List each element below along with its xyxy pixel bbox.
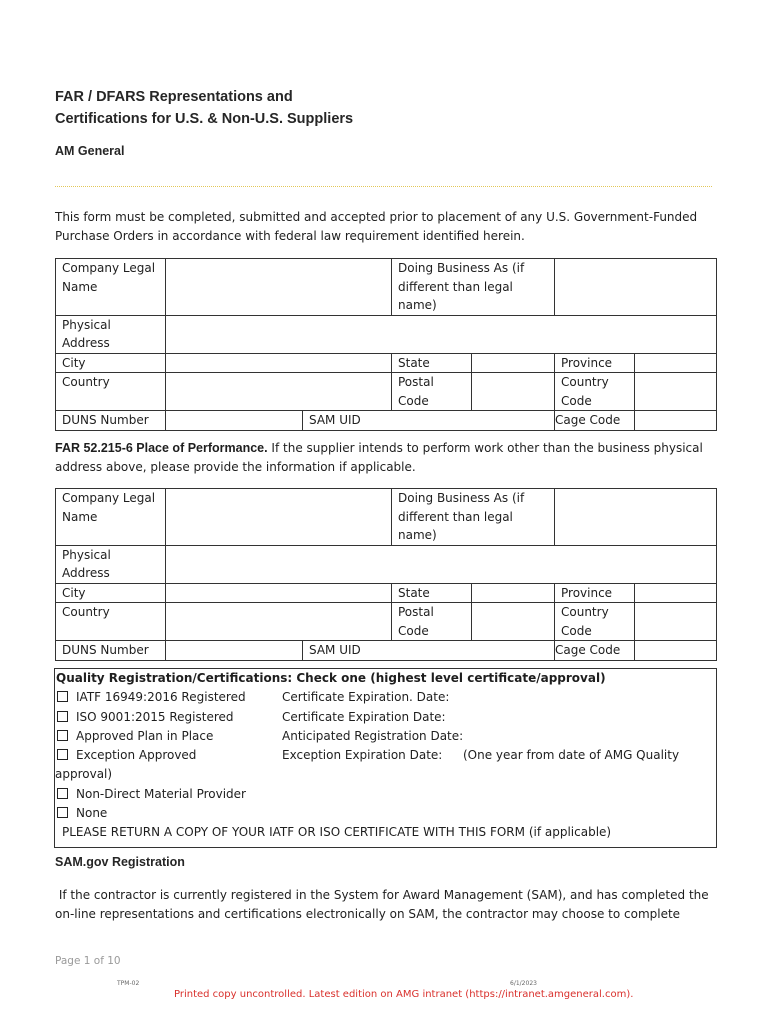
duns-number-field[interactable] <box>166 411 303 431</box>
supplier-info-table <box>55 258 717 431</box>
province-field[interactable] <box>635 583 717 603</box>
option-label: None <box>76 806 108 821</box>
duns-number-label: DUNS Number <box>56 641 166 661</box>
country-code-label: Country Code <box>555 373 635 411</box>
doing-business-as-field[interactable] <box>555 259 717 316</box>
doc-date: 6/1/2023 <box>510 980 537 987</box>
cage-code-field[interactable] <box>635 411 717 431</box>
option-date-label: Exception Expiration Date: <box>282 748 443 763</box>
state-label: State <box>392 583 472 603</box>
country-label: Country <box>56 373 166 411</box>
option-label: ISO 9001:2015 Registered <box>76 709 234 724</box>
city-label: City <box>56 353 166 373</box>
province-field[interactable] <box>635 353 717 373</box>
intro-paragraph: This form must be completed, submitted and accepted prior to placement of any U.S. Government-Funded Purchase Orders in accordance with federal law requirement identified herein. <box>55 210 698 243</box>
doing-business-as-label: Doing Business As (if different than legal name) <box>392 489 555 546</box>
page-title <box>55 86 353 130</box>
dotted-divider <box>55 186 712 187</box>
duns-number-field[interactable] <box>166 641 303 661</box>
duns-number-label: DUNS Number <box>56 411 166 431</box>
option-label: Non-Direct Material Provider <box>76 786 246 801</box>
checkbox-exception[interactable] <box>57 749 68 760</box>
postal-code-field[interactable] <box>472 603 555 641</box>
place-of-performance-heading: FAR 52.215-6 Place of Performance. <box>55 441 268 455</box>
sam-text: If the contractor is currently registered in the System for Award Management (SAM), and has completed the on-line representations and certifications electronically on SAM, the contractor may choose to complete <box>55 888 709 921</box>
company-legal-name-label: Company Legal Name <box>56 489 166 546</box>
physical-address-field[interactable] <box>166 315 717 353</box>
sam-heading: SAM.gov Registration <box>55 855 185 869</box>
country-code-label: Country Code <box>555 603 635 641</box>
city-field[interactable] <box>166 353 392 373</box>
exception-note-wrap: approval) <box>55 767 113 782</box>
company-name: AM General <box>55 144 125 158</box>
title-line-2: Certifications for U.S. & Non-U.S. Suppliers <box>55 111 354 127</box>
country-field[interactable] <box>166 603 392 641</box>
checkbox-non-direct[interactable] <box>57 788 68 799</box>
checkbox-approved-plan[interactable] <box>57 730 68 741</box>
exception-note: (One year from date of AMG Quality <box>463 748 680 763</box>
company-legal-name-field[interactable] <box>166 259 392 316</box>
country-code-field[interactable] <box>635 373 717 411</box>
quality-option-none <box>55 804 716 823</box>
quality-registration-box <box>54 668 717 848</box>
page-number: Page 1 of 10 <box>55 955 121 967</box>
quality-title: Quality Registration/Certifications: Check one (highest level certificate/approval) <box>56 671 606 685</box>
cage-code-label: Cage Code <box>555 641 635 661</box>
cage-code-field[interactable] <box>635 641 717 661</box>
physical-address-label: Physical Address <box>56 545 166 583</box>
quality-option-iatf <box>55 688 716 707</box>
country-code-field[interactable] <box>635 603 717 641</box>
company-legal-name-field[interactable] <box>166 489 392 546</box>
state-field[interactable] <box>472 583 555 603</box>
province-label: Province <box>555 353 635 373</box>
postal-code-field[interactable] <box>472 373 555 411</box>
checkbox-none[interactable] <box>57 807 68 818</box>
return-certificate-note: PLEASE RETURN A COPY OF YOUR IATF OR ISO CERTIFICATE WITH THIS FORM (if applicable) <box>62 825 612 840</box>
option-date-label: Certificate Expiration Date: <box>282 709 446 724</box>
quality-option-approved-plan <box>55 727 716 746</box>
physical-address-label: Physical Address <box>56 315 166 353</box>
quality-option-iso <box>55 708 716 727</box>
checkbox-iso[interactable] <box>57 711 68 722</box>
sam-uid-field[interactable] <box>392 411 555 431</box>
state-label: State <box>392 353 472 373</box>
state-field[interactable] <box>472 353 555 373</box>
city-label: City <box>56 583 166 603</box>
place-of-performance-paragraph <box>55 439 720 477</box>
country-field[interactable] <box>166 373 392 411</box>
uncontrolled-copy-notice: Printed copy uncontrolled. Latest edition on AMG intranet (https://intranet.amgeneral.com). <box>174 989 634 1000</box>
option-label: IATF 16949:2016 Registered <box>76 690 246 705</box>
option-date-label: Certificate Expiration. Date: <box>282 690 450 705</box>
cage-code-label: Cage Code <box>555 411 635 431</box>
doing-business-as-label: Doing Business As (if different than legal name) <box>392 259 555 316</box>
country-label: Country <box>56 603 166 641</box>
place-of-performance-table <box>55 488 717 661</box>
province-label: Province <box>555 583 635 603</box>
title-line-1: FAR / DFARS Representations and <box>55 89 293 105</box>
city-field[interactable] <box>166 583 392 603</box>
doc-code: TPM-02 <box>117 980 140 987</box>
sam-paragraph <box>55 886 725 924</box>
quality-option-exception <box>55 746 716 765</box>
sam-uid-field[interactable] <box>392 641 555 661</box>
place-of-performance-text: If the supplier intends to perform work other than the business physical address above, please provide the information if applicable. <box>55 441 703 474</box>
sam-uid-label: SAM UID <box>303 641 392 661</box>
physical-address-field[interactable] <box>166 545 717 583</box>
option-label: Approved Plan in Place <box>76 728 214 743</box>
checkbox-iatf[interactable] <box>57 691 68 702</box>
postal-code-label: Postal Code <box>392 603 472 641</box>
doing-business-as-field[interactable] <box>555 489 717 546</box>
quality-option-non-direct <box>55 785 716 804</box>
option-date-label: Anticipated Registration Date: <box>282 728 464 743</box>
sam-uid-label: SAM UID <box>303 411 392 431</box>
option-label: Exception Approved <box>76 748 197 763</box>
postal-code-label: Postal Code <box>392 373 472 411</box>
company-legal-name-label: Company Legal Name <box>56 259 166 316</box>
